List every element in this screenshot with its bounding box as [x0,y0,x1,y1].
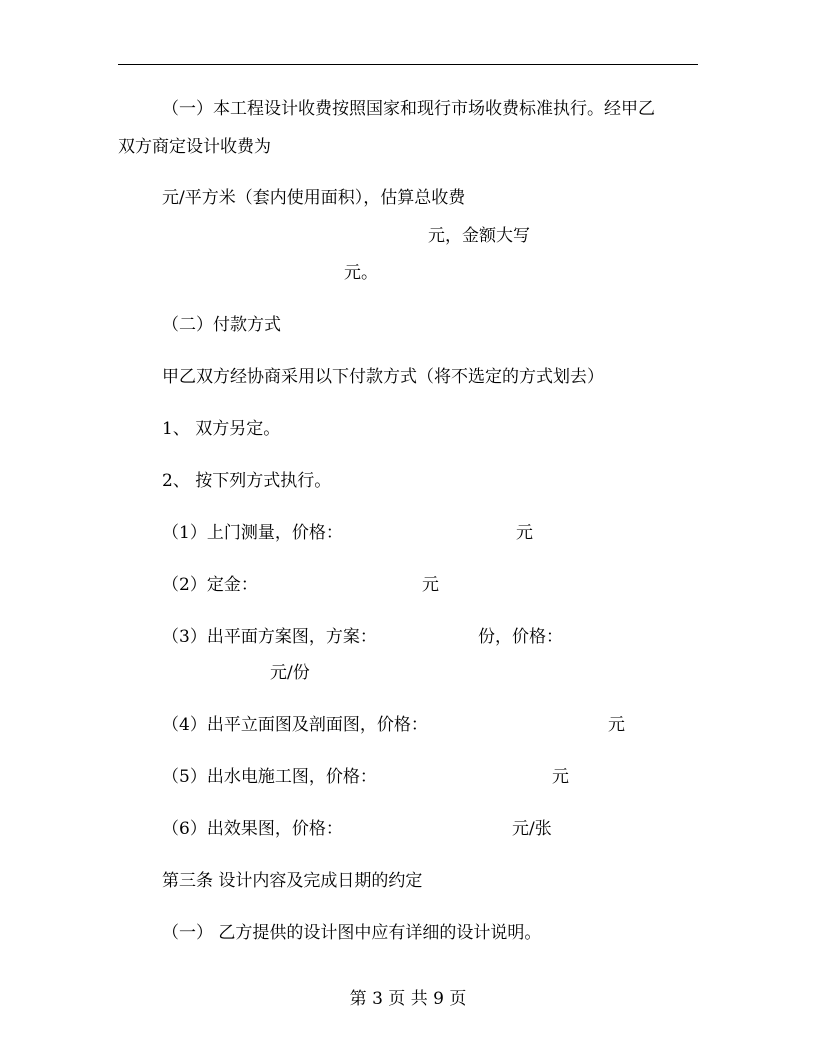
article-three-clause-1: （一） 乙方提供的设计图中应有详细的设计说明。 [162,923,542,943]
item-floor-plan: （3）出平面方案图，方案： [162,627,377,647]
item-elevation-section: （4）出平立面图及剖面图，价格： [162,715,428,735]
item-floor-plan-price: 份，价格： [478,627,563,647]
payment-method-intro: 甲乙双方经协商采用以下付款方式（将不选定的方式划去） [162,367,604,387]
payment-option-1: 1、 双方另定。 [162,419,281,439]
header-rule [118,64,698,65]
fee-per-square-meter: 元/平方米（套内使用面积），估算总收费 [162,188,466,208]
item-rendering-unit: 元/张 [512,819,552,839]
item-deposit-unit: 元 [422,575,439,595]
section-payment-method: （二）付款方式 [162,315,281,335]
item-plumbing-electrical: （5）出水电施工图，价格： [162,767,377,787]
item-elevation-section-unit: 元 [608,715,625,735]
total-fee-amount: 元，金额大写 [428,226,530,246]
total-fee-end: 元。 [344,263,378,283]
item-plumbing-electrical-unit: 元 [552,767,569,787]
item-deposit: （2）定金： [162,575,258,595]
item-site-measure: （1）上门测量，价格： [162,523,343,543]
clause-fee-basis: （一）本工程设计收费按照国家和现行市场收费标准执行。经甲乙 [162,99,655,119]
item-floor-plan-unit: 元/份 [270,663,310,683]
article-three-heading: 第三条 设计内容及完成日期的约定 [162,871,423,891]
page-number: 第 3 页 共 9 页 [349,989,467,1009]
item-site-measure-unit: 元 [516,523,533,543]
item-rendering: （6）出效果图，价格： [162,819,343,839]
payment-option-2: 2、 按下列方式执行。 [162,471,332,491]
clause-fee-basis-cont: 双方商定设计收费为 [118,137,271,157]
